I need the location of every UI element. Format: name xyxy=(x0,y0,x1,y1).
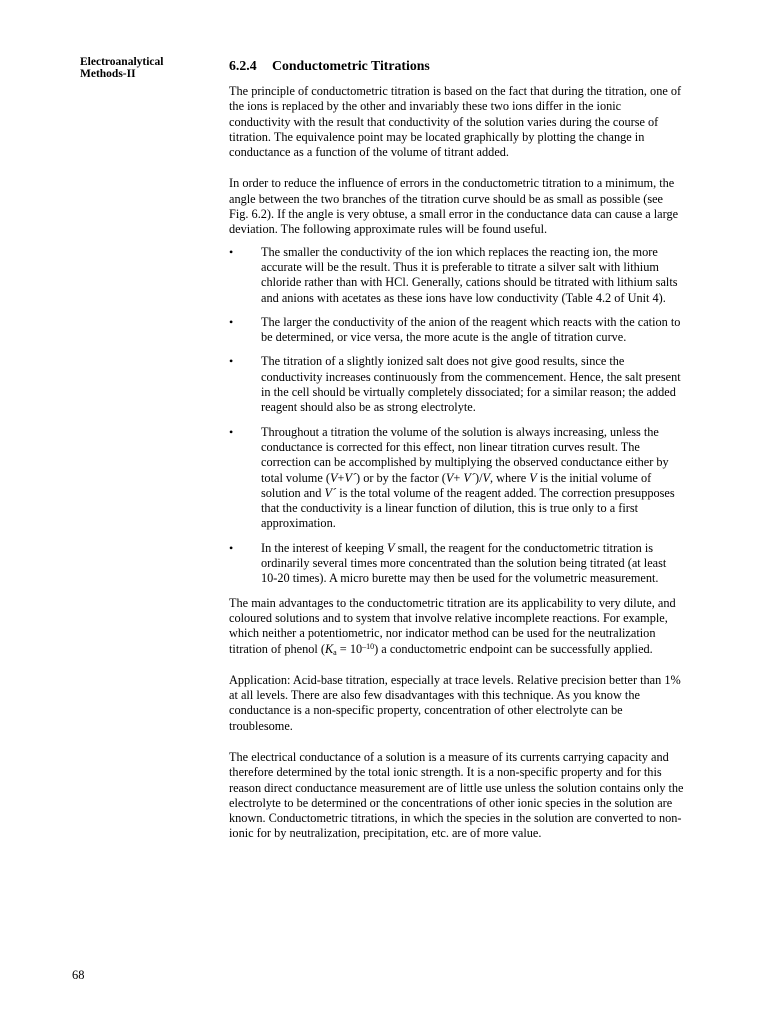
bullet-marker: • xyxy=(229,354,234,369)
paragraph-error-influence: In order to reduce the influence of errors in the conductometric titration to a minimum, the angle between the two branches of the titration curve should be as small as possible (see Fig. 6.2). If the angle is very obtuse, a small error in the conductance data can cause a large deviation. The following approximate rules will be found useful. xyxy=(229,176,679,237)
bullet-marker: • xyxy=(229,424,234,439)
paragraph-electrical-conductance: The electrical conductance of a solution is a measure of its currents carrying capacity and therefore determined by the total ionic strength. It is a non-specific property and for this reason direct conductance measurement are of little use unless the solution contains only the electrolyte to be determined or the concentrations of other ionic species in the solution are known. Conductometric titrations, in which the species in the solution are converted to non-ionic for by neutralization, precipitation, etc. are of more value. xyxy=(229,749,684,841)
list-item xyxy=(229,541,685,587)
section-heading xyxy=(229,58,685,74)
list-item-text: Throughout a titration the volume of the solution is always increasing, unless the conductance is corrected for this effect, non linear titration curves result. The correction can be accomplished by multiplying the observed conductance either by total volume (V+V´) or by the factor (V+ V´)/V, where V is the initial volume of solution and V´ is the total volume of the reagent added. The correction presupposes that the conductivity is a linear function of dilution, this is true only to a first approximation. xyxy=(261,424,675,531)
list-item-text: The larger the conductivity of the anion of the reagent which reacts with the cation to be determined, or vice versa, the more acute is the angle of titration curve. xyxy=(261,314,681,345)
paragraph-advantages: The main advantages to the conductometric titration are its applicability to very dilute, and coloured solutions and to system that involve relative incomplete reactions. For example, which neither a potentiometric, nor indicator method can be used for the neutralization titration of phenol $(K_a = 10^{-10})$ a conductometric endpoint can be successfully applied. xyxy=(229,595,676,657)
bullet-marker: • xyxy=(229,244,234,259)
main-content xyxy=(229,58,685,842)
list-item-text: In the interest of keeping V small, the reagent for the conductometric titration is ordinarily several times more concentrated than the solution being titrated (at least 10-20 times). A micro burette may then be used for the volumetric measurement. xyxy=(261,540,667,586)
section-title: Conductometric Titrations xyxy=(272,58,430,73)
rules-list xyxy=(229,245,685,587)
list-item-text: The titration of a slightly ionized salt does not give good results, since the conductivity increases continuously from the commencement. Hence, the salt present in the cell should be virtually completely dissociated; for a similar reason; the added reagent should also be as strong electrolyte. xyxy=(261,354,681,415)
list-item xyxy=(229,245,685,306)
paragraph-application: Application: Acid-base titration, especially at trace levels. Relative precision better than 1% at all levels. There are also few disadvantages with this technique. As you know the conductance is a non-specific property, concentration of other electrolyte can be troublesome. xyxy=(229,672,681,733)
paragraph-principle: The principle of conductometric titration is based on the fact that during the titration, one of the ions is replaced by the other and invariably these two ions differ in the ionic conductivity with the result that conductivity of the solution varies during the course of titration. The equivalence point may be located graphically by plotting the change in conductance as a function of the volume of titrant added. xyxy=(229,84,682,160)
sidebar-title-line-2: Methods-II xyxy=(80,68,136,80)
page-number: 68 xyxy=(72,968,85,982)
bullet-marker: • xyxy=(229,540,234,555)
bullet-marker: • xyxy=(229,314,234,329)
sidebar-title-line-1: Electroanalytical xyxy=(80,56,164,68)
list-item-text: The smaller the conductivity of the ion which replaces the reacting ion, the more accurate will be the result. Thus it is preferable to titrate a silver salt with lithium chloride rather than with HCl. Generally, cations should be titrated with lithium salts and anions with acetates as these ions have low conductivity (Table 4.2 of Unit 4). xyxy=(261,244,678,305)
list-item xyxy=(229,315,685,346)
list-item xyxy=(229,425,685,532)
sidebar-running-title xyxy=(80,56,210,80)
list-item xyxy=(229,354,685,415)
section-number: 6.2.4 xyxy=(229,58,257,73)
